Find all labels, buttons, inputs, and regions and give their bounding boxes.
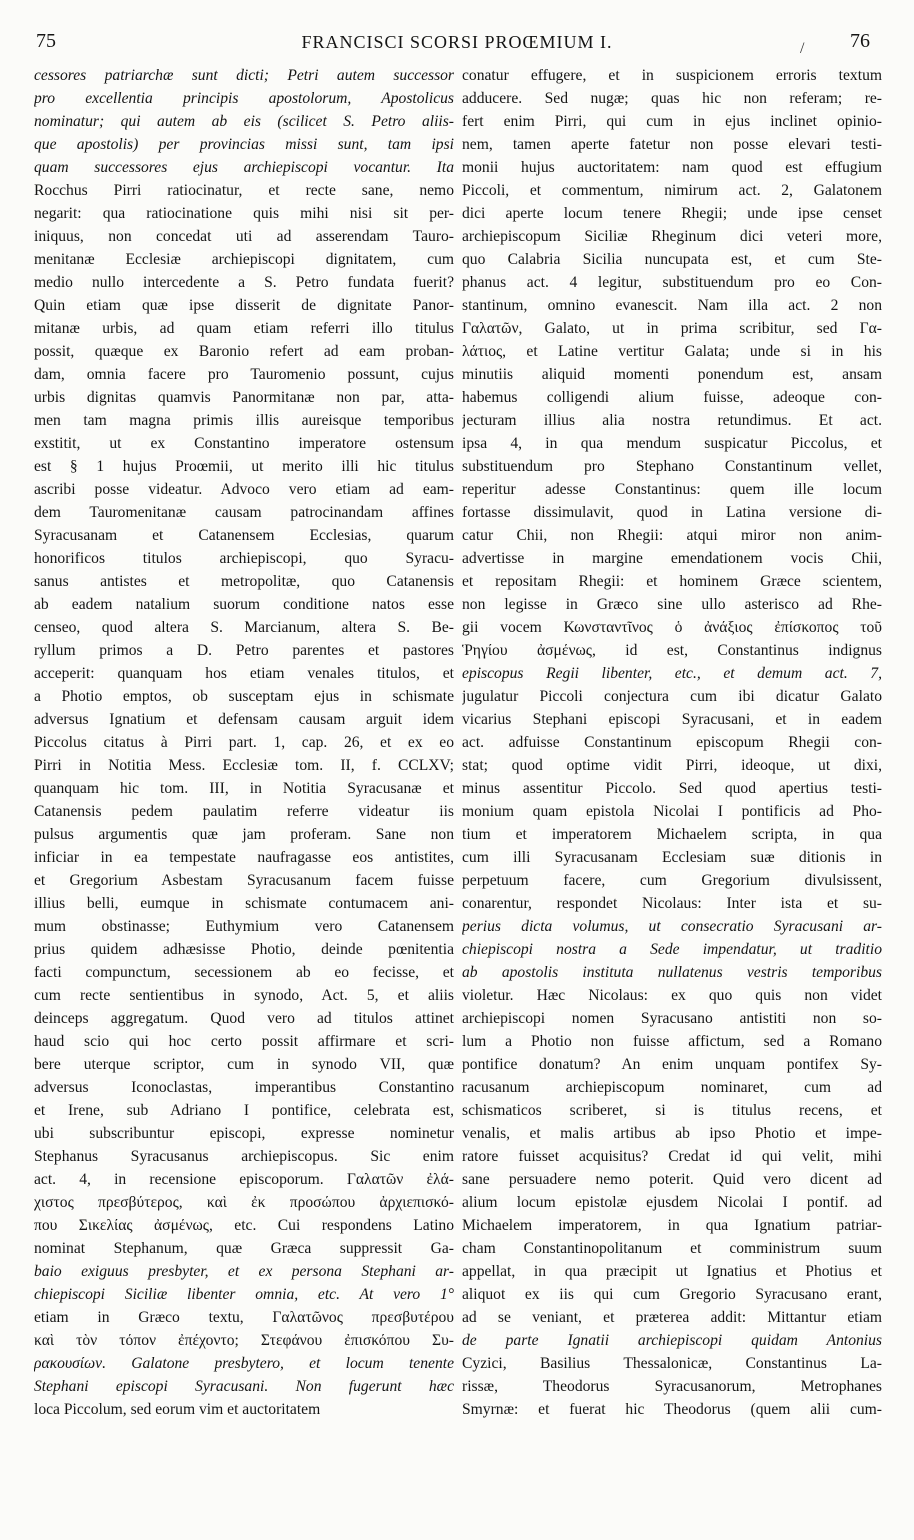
left-column [34,64,454,1514]
text-line: nem, tamen aperte fatetur non posse elevari testi- [462,136,882,153]
text-line: vicarius Stephani episcopi Syracusani, et in eadem [462,711,882,728]
text-line: haud scio qui hoc certo possit affirmare et scri- [34,1033,454,1050]
text-line: perius dicta volumus, ut consecratio Syracusani ar- [462,918,882,935]
text-line: mum obstinasse; Euthymium vero Catanensem [34,918,454,935]
text-line: Rocchus Pirri ratiocinatur, et recte sane, nemo [34,182,454,199]
text-line: facti compunctum, secessionem ab eo fecisse, et [34,964,454,981]
text-line: cum illi Syracusanam Ecclesiam suæ ditionis in [462,849,882,866]
text-line: baio exiguus presbyter, et ex persona Stephani ar- [34,1263,454,1280]
text-line: chiepiscopi Siciliæ libenter omnia, etc. At vero 1° [34,1286,454,1303]
page-header [36,30,878,60]
text-line: schismaticos scriberet, si is titulus recens, et [462,1102,882,1119]
text-line: που Σικελίας ἀσμένως, etc. Cui respondens Latino [34,1217,454,1234]
text-line: phanus act. 4 legitur, substituendum pro eo Con- [462,274,882,291]
text-line: conarentur, respondet Nicolaus: Inter ista et su- [462,895,882,912]
text-line: minus assentitur Piccolo. Sed quod apertius testi- [462,780,882,797]
text-line: venalis, et malis artibus ab ipso Photio et impe- [462,1125,882,1142]
text-line: Michaelem imperatorem, in qua Ignatium patriar- [462,1217,882,1234]
page-number-left: 75 [36,30,56,52]
page-number-right: 76 [850,30,870,52]
text-line: bere uterque scriptor, cum in synodo VII, quæ [34,1056,454,1073]
text-line: Quin etiam quæ ipse disserit de dignitate Panor- [34,297,454,314]
right-column [462,64,882,1514]
text-line: deinceps aggregatum. Quod vero ad titulos attinet [34,1010,454,1027]
text-line: iniquus, non concedat uti ad asserendam Tauro- [34,228,454,245]
text-line: et Irene, sub Adriano I pontifice, celebrata est, [34,1102,454,1119]
text-line: medio nullo intercedente a S. Petro fundata fuerit? [34,274,454,291]
text-line: ad se veniant, et præterea addit: Mittantur etiam [462,1309,882,1326]
text-line: cham Constantinopolitanum et comministrum suum [462,1240,882,1257]
text-line: ascribi posse videatur. Advoco vero etiam ad eam- [34,481,454,498]
text-line: prius quidem adhæsisse Photio, deinde pœnitentia [34,941,454,958]
text-line: illius belli, eumque in schismate contumacem ani- [34,895,454,912]
text-line: cessores patriarchæ sunt dicti; Petri autem successor [34,67,454,84]
text-line: archiepiscopi nomen Syracusano antistiti non so- [462,1010,882,1027]
text-line: Γαλατῶν, Galato, ut in prima scribitur, sed Γα- [462,320,882,337]
text-line: stantinum, omnino evanescit. Nam illa act. 2 non [462,297,882,314]
text-line: fert enim Pirri, qui cum in ejus inclinet opinio- [462,113,882,130]
text-line: possit, quæque ex Baronio refert ad eam proban- [34,343,454,360]
text-line: tium et imperatorem Michaelem scripta, in qua [462,826,882,843]
text-line: dici aperte locum tenere Rhegii; unde ipse censet [462,205,882,222]
text-line: ryllum primos a D. Petro parentes et pastores [34,642,454,659]
text-line: et repositam Rhegii: et hominem Græce scientem, [462,573,882,590]
text-line: ab apostolis instituta nullatenus vestris temporibus [462,964,882,981]
text-line: inficiar in ea tempestate naufragasse eos antistites, [34,849,454,866]
text-line: adversus Iconoclastas, imperantibus Constantino [34,1079,454,1096]
running-title: FRANCISCI SCORSI PROŒMIUM I. [301,32,613,52]
text-line: stat; quod optime vidit Pirri, ideoque, ut dixi, [462,757,882,774]
text-line: a Photio emptos, ob susceptam ejus in schismate [34,688,454,705]
text-line: ρακουσίων. Galatone presbytero, et locum tenente [34,1355,454,1372]
text-line: adversus Ignatium et defensam causam arguit idem [34,711,454,728]
text-line: men tam magna primis illis aureisque temporibus [34,412,454,429]
text-line: acceperit: quanquam hos etiam venales titulos, et [34,665,454,682]
text-line: pulsus argumentis quæ jam proferam. Sane non [34,826,454,843]
text-line: dam, omnia facere pro Tauromenio possunt, cujus [34,366,454,383]
text-line: est § 1 hujus Proœmii, ut merito illi hic titulus [34,458,454,475]
text-line: de parte Ignatii archiepiscopi quidam Antonius [462,1332,882,1349]
text-line: ab eadem natalium suorum conditione natos esse [34,596,454,613]
text-line: sane persuadere nemo poterit. Quid vero dicent ad [462,1171,882,1188]
text-line: Smyrnæ: et fuerat hic Theodorus (quem alii cum- [462,1401,882,1418]
text-line: ipsa 4, in qua mendum suspicatur Piccolus, et [462,435,882,452]
text-line: mitanæ urbis, ad quam etiam referri illo titulus [34,320,454,337]
text-line: loca Piccolum, sed eorum vim et auctoritatem [34,1401,321,1418]
text-line: episcopus Regii libenter, etc., et demum act. 7, [462,665,882,682]
text-line: gii vocem Κωνσταντῖνος ὁ ἀνάξιος ἐπίσκοπος τοῦ [462,619,882,636]
text-line: Syracusanam et Catanensem Ecclesias, quarum [34,527,454,544]
text-line: advertisse in margine emendationem vocis Chii, [462,550,882,567]
text-line: violetur. Hæc Nicolaus: ex quo quis non videt [462,987,882,1004]
text-line: καὶ τὸν τόπον ἐπέχοντο; Στεφάνου ἐπισκόπου Συ- [34,1332,454,1349]
text-line: honorificos titulos archiepiscopi, quo Syracu- [34,550,454,567]
text-line: Piccoli, et commentum, nimirum act. 2, Galatonem [462,182,882,199]
text-line: sanus antistes et metropolitæ, quo Catanensis [34,573,454,590]
text-line: racusanum archiepiscopum nominaret, cum ad [462,1079,882,1096]
text-line: cum recte sentientibus in synodo, Act. 5, et aliis [34,987,454,1004]
text-line: Ῥηγίου ἀσμένως, id est, Constantinus indignus [462,642,882,659]
text-line: monium quam epistola Nicolai I pontificis ad Pho- [462,803,882,820]
margin-mark: / [800,40,805,57]
text-line: aliquot ex iis qui cum Gregorio Syracusano erant, [462,1286,882,1303]
text-line: dem Tauromenitanæ causam patrocinandam affines [34,504,454,521]
text-line: rissæ, Theodorus Syracusanorum, Metrophanes [462,1378,882,1395]
text-line: alium locum epistolæ ejusdem Nicolai I pontif. ad [462,1194,882,1211]
text-line: jecturam illius alia nostra retundimus. Et act. [462,412,882,429]
text-line: perpetuum facere, cum Gregorium divulsissent, [462,872,882,889]
text-line: Pirri in Notitia Mess. Ecclesiæ tom. II, f. CCLXV; [34,757,454,774]
text-line: monii hujus auctoritatem: nam quod est effugium [462,159,882,176]
text-line: Stephani episcopi Syracusani. Non fugerunt hæc [34,1378,454,1395]
text-line: ubi subscribuntur episcopi, expresse nominetur [34,1125,454,1142]
text-line: act. 4, in recensione episcoporum. Γαλατῶν ἐλά- [34,1171,454,1188]
text-line: nominatur; qui autem ab eis (scilicet S. Petro aliis- [34,113,454,130]
text-line: nominat Stephanum, quæ Græca suppressit Ga- [34,1240,454,1257]
text-line: censeo, quod altera S. Marcianum, altera S. Be- [34,619,454,636]
text-line: pontifice donatum? An enim unquam pontifex Sy- [462,1056,882,1073]
text-line: appellat, in qua præcipit ut Ignatius et Photius et [462,1263,882,1280]
text-line: chiepiscopi nostra a Sede impendatur, ut traditio [462,941,882,958]
text-line: fortasse dissimulavit, quod in Latina versione di- [462,504,882,521]
text-line: negarit: qua ratiocinatione quis mihi nisi sit per- [34,205,454,222]
text-line: et Gregorium Asbestam Syracusanum facem fuisse [34,872,454,889]
text-line: habemus colligendi alium fuisse, adeoque con- [462,389,882,406]
text-line: jugulatur Piccoli conjectura cum ibi dicatur Galato [462,688,882,705]
text-line: reperitur adesse Constantinus: quem ille locum [462,481,882,498]
text-line: urbis dignitas quamvis Panormitanæ non par, atta- [34,389,454,406]
text-line: Stephanus Syracusanus archiepiscopus. Sic enim [34,1148,454,1165]
text-line: λάτιος, et Latine vertitur Galata; unde si in his [462,343,882,360]
text-line: exstitit, ut ex Constantino imperatore ostensum [34,435,454,452]
text-line: catur Chii, non Rhegii: atqui miror non anim- [462,527,882,544]
text-line: quo Calabria Sicilia nuncupata est, et cum Ste- [462,251,882,268]
text-line: adducere. Sed nugæ; quas hic non referam; re- [462,90,882,107]
text-line: substituendum pro Stephano Constantinum vellet, [462,458,882,475]
text-line: ratore fuisset acquisitus? Credat id qui velit, mihi [462,1148,882,1165]
text-line: Catanensis pedem paulatim referre videatur iis [34,803,454,820]
text-line: χιστος πρεσβύτερος, καὶ ἐκ προσώπου ἀρχιεπισκό- [34,1194,454,1211]
text-line: pro excellentia principis apostolorum, Apostolicus [34,90,454,107]
text-line: Cyzici, Basilius Thessalonicæ, Constantinus La- [462,1355,882,1372]
text-line: conatur effugere, et in suspicionem erroris textum [462,67,882,84]
text-line: archiepiscopum Siciliæ Rheginum dici veteri more, [462,228,882,245]
text-line: menitanæ Ecclesiæ archiepiscopi dignitatem, cum [34,251,454,268]
text-line: lum a Photio non fuisse affictum, sed a Romano [462,1033,882,1050]
text-line: quam successores ejus archiepiscopi vocantur. Ita [34,159,454,176]
text-line: que apostolis) per provincias missi sunt, tam ipsi [34,136,454,153]
text-line: minutiis aliquid momenti ponendum est, ansam [462,366,882,383]
text-line: act. adfuisse Constantinum episcopum Rhegii con- [462,734,882,751]
text-line: non legisse in Græco sine ullo asterisco ad Rhe- [462,596,882,613]
text-line: quanquam hic tom. III, in Notitia Syracusanæ et [34,780,454,797]
text-line: etiam in Græco textu, Γαλατῶνος πρεσβυτέρου [34,1309,454,1326]
text-line: Piccolus citatus à Pirri part. 1, cap. 26, et ex eo [34,734,454,751]
